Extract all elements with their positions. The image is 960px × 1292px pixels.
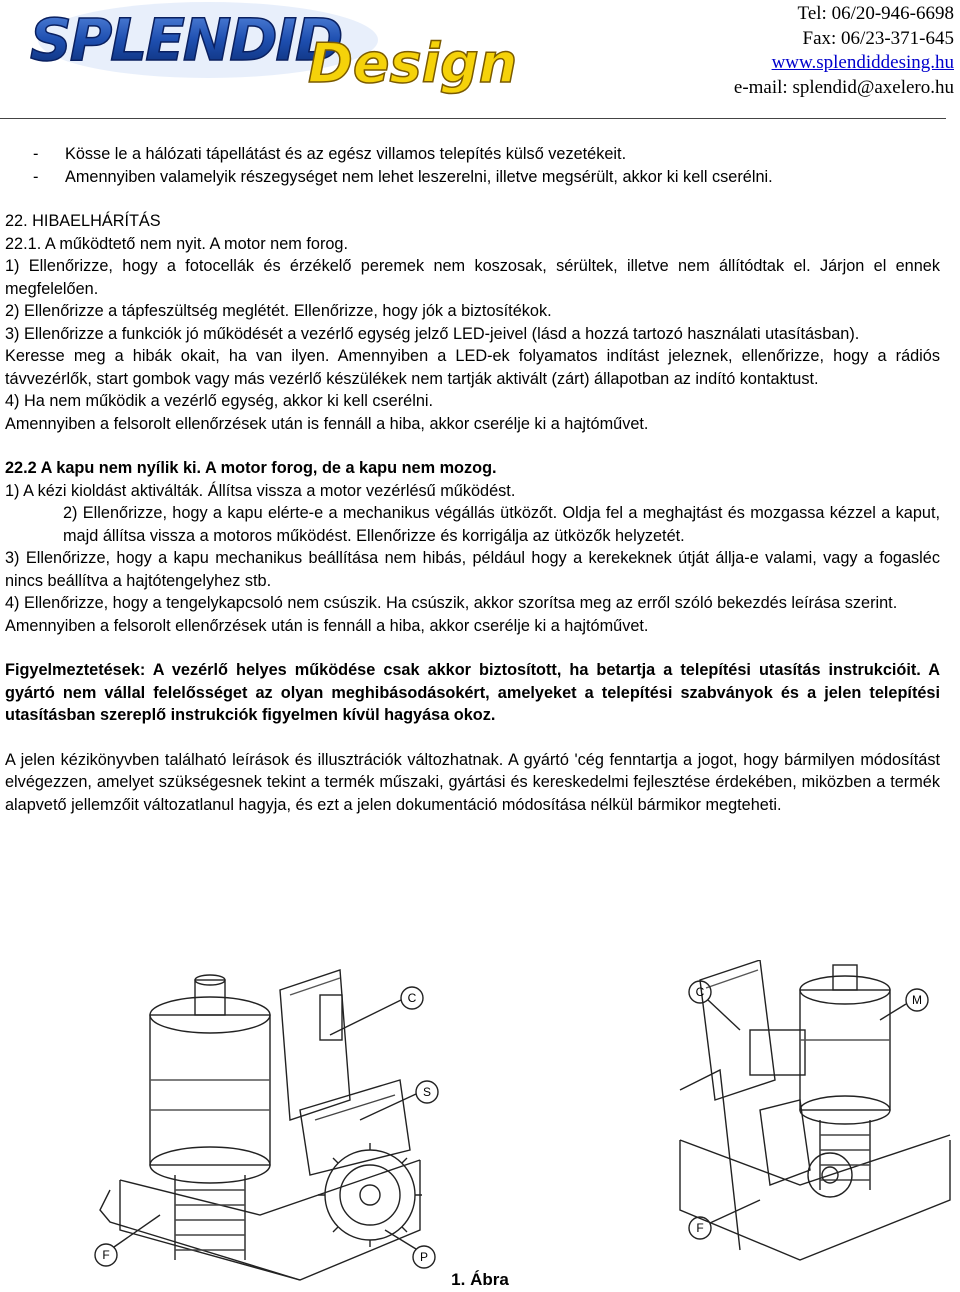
right-motor-unit xyxy=(680,960,950,1260)
list-item xyxy=(5,143,940,166)
page-header xyxy=(0,0,960,122)
paragraph: 2) Ellenőrizze, hogy a kapu elérte-e a mechanikus végállás ütközőt. Oldja fel a meghajtást és mozgassa kézzel a kaput, majd állítsa vissza a motoros működést. Ellenőrizze és korrigálja az ütközők helyzetét. xyxy=(63,504,940,545)
figure-motor-illustration xyxy=(0,960,960,1292)
phone-number: Tel: 06/20-946-6698 xyxy=(797,3,954,24)
svg-text:SPLENDID: SPLENDID xyxy=(30,6,342,74)
dash-marker: - xyxy=(33,167,39,186)
dash-marker: - xyxy=(33,145,39,163)
subsection-title: 22.2 A kapu nem nyílik ki. A motor forog, de a kapu nem mozog. xyxy=(5,459,497,477)
paragraph: Amennyiben a felsorolt ellenőrzések után is fennáll a hiba, akkor cserélje ki a hajtóművet. xyxy=(5,414,649,433)
website-link[interactable]: www.splendiddesing.hu xyxy=(771,52,954,73)
list-item xyxy=(5,166,940,189)
motor-drawings xyxy=(0,960,960,1292)
warning-paragraph: Figyelmeztetések: A vezérlő helyes működése csak akkor biztosított, ha betartja a telepítési utasítás instrukcióit. A gyártó nem vállal felelősséget az olyan meghibásodásokért, amelyeket a telepítési szabványok és a jelen telepítési utasításban szereplő instrukciók figyelmen kívül hagyása okoz. xyxy=(5,661,940,724)
email-address: e-mail: splendid@axelero.hu xyxy=(733,76,954,98)
paragraph: 4) Ellenőrizze, hogy a tengelykapcsoló nem csúszik. Ha csúszik, akkor szorítsa meg az erről szóló bekezdés leírása szerint. xyxy=(5,594,898,612)
paragraph: 3) Ellenőrizze a funkciók jó működését a vezérlő egység jelző LED-jeivel (lásd a hozzá tartozó használati utasításban). xyxy=(5,324,860,343)
left-motor-unit xyxy=(100,970,422,1280)
subsection-title: 22.1. A működtető nem nyit. A motor nem forog. xyxy=(5,234,349,253)
splendid-design-logo xyxy=(8,0,553,95)
paragraph: 2) Ellenőrizze a tápfeszültség meglétét. Ellenőrizze, hogy jók a biztosítékok. xyxy=(5,302,552,320)
paragraph: 1) A kézi kioldást aktiválták. Állítsa vissza a motor vezérlésű működést. xyxy=(5,481,516,500)
section-title: 22. HIBAELHÁRÍTÁS xyxy=(5,212,161,230)
header-divider xyxy=(0,118,946,119)
disclaimer-paragraph: A jelen kézikönyvben található leírások és illusztrációk változhatnak. A gyártó 'cég fenntartja a jogot, hogy bármilyen módosítást elvégezzen, amelyet szükségesnek tekint a termék műszaki, gyártási és kereskedelmi fejlesztése érdekében, miközben a termék alapvető jellemzőit változatlanul hagyja, és ezt a jelen dokumentáció módosítása nélkül bármikor megteheti. xyxy=(5,750,940,814)
contact-block xyxy=(734,2,954,100)
paragraph: Amennyiben a felsorolt ellenőrzések után is fennáll a hiba, akkor cserélje ki a hajtóművet. xyxy=(5,616,649,635)
figure-label-c-right: C xyxy=(695,985,705,999)
list-item-text: Amennyiben valamelyik részegységet nem lehet leszerelni, illetve megsérült, akkor ki kell cserélni. xyxy=(65,167,773,186)
figure-label-s: S xyxy=(422,1085,432,1099)
paragraph: Keresse meg a hibák okait, ha van ilyen. Amennyiben a LED-ek folyamatos indítást jeleznek, ellenőrizze, hogy a rádiós távvezérlők, start gombok vagy más vezérlő készülékek nem tartják aktivált (zárt) állapotban az indító kontaktust. xyxy=(5,347,940,388)
figure-label-f-right: F xyxy=(696,1221,704,1235)
svg-text:Design: Design xyxy=(308,32,518,95)
list-item-text: Kösse le a hálózati tápellátást és az egész villamos telepítés külső vezetékeit. xyxy=(65,145,627,163)
figure-label-f-left: F xyxy=(102,1248,110,1262)
document-body xyxy=(5,143,940,816)
figure-caption: 1. Ábra xyxy=(451,1270,509,1289)
paragraph: 4) Ha nem működik a vezérlő egység, akkor ki kell cserélni. xyxy=(5,392,434,410)
paragraph: 3) Ellenőrizze, hogy a kapu mechanikus beállítása nem hibás, például hogy a kerekeknek útját állja-e valami, vagy a fogasléc nincs beállítva a hajtótengelyhez stb. xyxy=(5,549,940,590)
fax-number: Fax: 06/23-371-645 xyxy=(802,27,954,49)
figure-label-m: M xyxy=(912,993,922,1007)
paragraph: 1) Ellenőrizze, hogy a fotocellák és érzékelő peremek nem koszosak, sérültek, illetve nem állítódtak el. Járjon el ennek megfelelően. xyxy=(5,257,940,298)
figure-label-p: P xyxy=(419,1250,429,1264)
figure-label-c-left: C xyxy=(407,991,417,1005)
